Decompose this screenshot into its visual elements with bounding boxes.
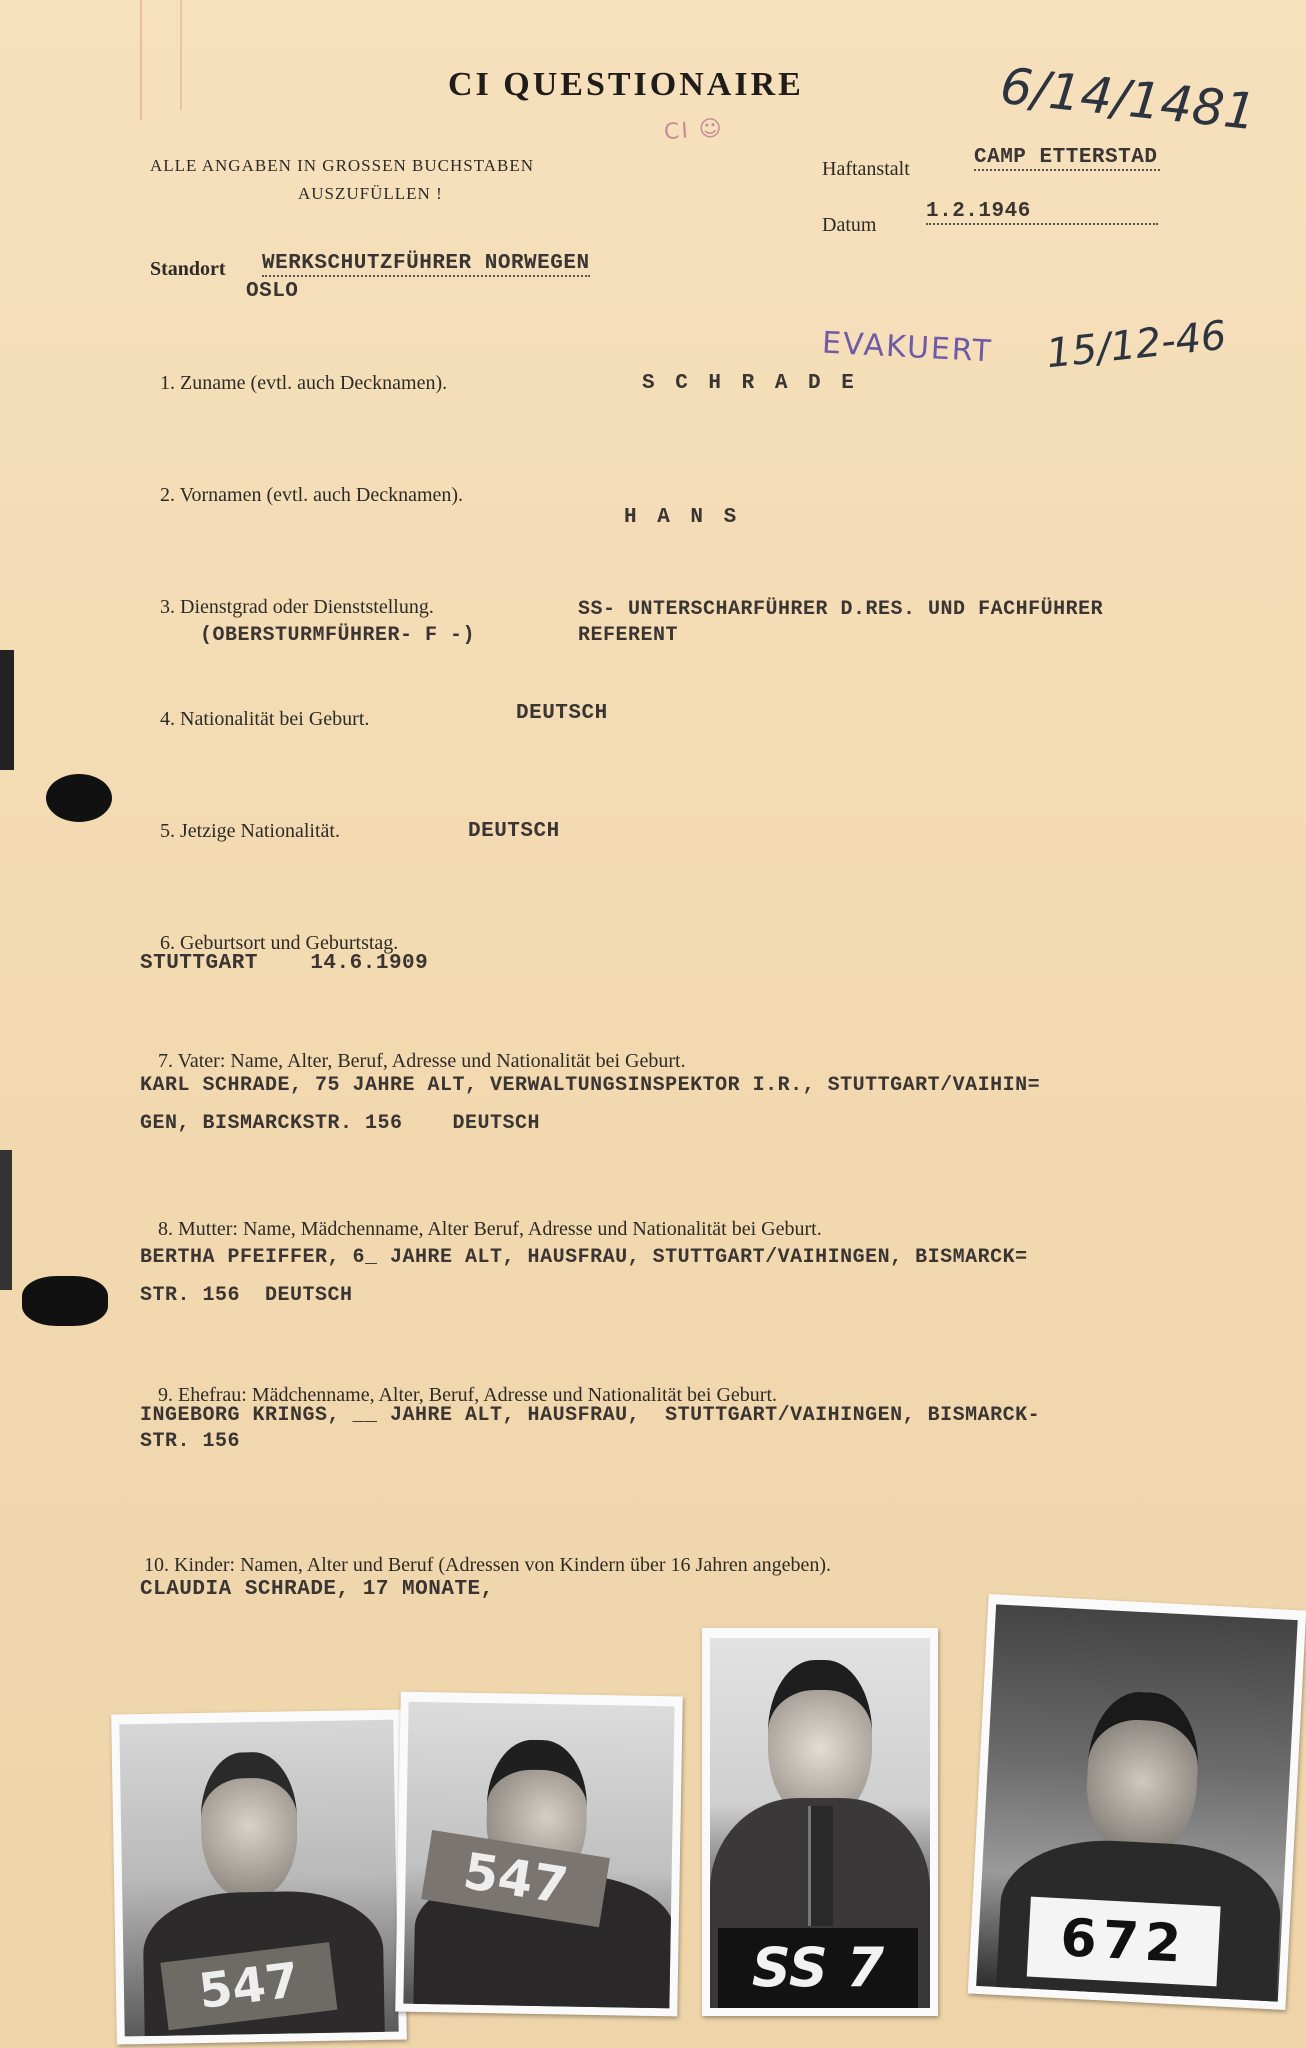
person-head [1083, 1689, 1201, 1859]
id-board: 547 [160, 1942, 337, 2030]
evakuert-date: 15/12-46 [1044, 312, 1229, 378]
field-1-label: 1. Zuname (evtl. auch Decknamen). [160, 372, 448, 394]
id-board: SS 7 [718, 1928, 918, 2008]
field-7-label: 7. Vater: Name, Alter, Beruf, Adresse und Nationalität bei Geburt. [158, 1050, 686, 1072]
binder-edge [0, 1150, 12, 1290]
field-7-value-2: GEN, BISMARCKSTR. 156 DEUTSCH [140, 1112, 541, 1135]
punch-hole [46, 774, 112, 822]
field-3-value-2: REFERENT [578, 624, 679, 647]
field-3-label-2: (OBERSTURMFÜHRER- F -) [200, 624, 476, 647]
field-5-label: 5. Jetzige Nationalität. [160, 820, 340, 842]
field-5-value: DEUTSCH [468, 820, 560, 843]
field-7-value: KARL SCHRADE, 75 JAHRE ALT, VERWALTUNGSINSPEKTOR I.R., STUTTGART/VAIHIN= [140, 1074, 1041, 1097]
field-2-label: 2. Vornamen (evtl. auch Decknamen). [160, 484, 464, 506]
field-9-value: INGEBORG KRINGS, __ JAHRE ALT, HAUSFRAU, STUTTGART/VAIHINGEN, BISMARCK- [140, 1404, 1041, 1427]
mugshot-photo-profile [395, 1692, 683, 2017]
field-8-label: 8. Mutter: Name, Mädchenname, Alter Beruf, Adresse und Nationalität bei Geburt. [158, 1218, 822, 1240]
field-8-value-2: STR. 156 DEUTSCH [140, 1284, 353, 1307]
handwritten-number: 6/14/1481 [997, 56, 1259, 142]
person-head [768, 1660, 872, 1820]
field-10-value: CLAUDIA SCHRADE, 17 MONATE, [140, 1578, 494, 1601]
datum-label: Datum [822, 214, 877, 236]
field-1-value: S C H R A D E [642, 372, 858, 395]
fold-mark [180, 0, 182, 110]
field-9-value-2: STR. 156 [140, 1430, 241, 1453]
necktie [808, 1806, 833, 1926]
standort-value-line2: OSLO [246, 280, 299, 303]
field-4-value: DEUTSCH [516, 702, 608, 725]
fold-mark [140, 0, 142, 120]
field-3-value: SS- UNTERSCHARFÜHRER D.RES. UND FACHFÜHRER [578, 598, 1104, 621]
field-2-value: H A N S [624, 506, 741, 529]
mugshot-photo-outdoor [968, 1594, 1306, 2010]
mugshot-photo-front [111, 1709, 407, 2044]
field-8-value: BERTHA PFEIFFER, 6_ JAHRE ALT, HAUSFRAU, STUTTGART/VAIHINGEN, BISMARCK= [140, 1246, 1028, 1269]
id-board: 672 [1027, 1897, 1221, 1987]
instruction-line-2: AUSZUFÜLLEN ! [298, 184, 443, 203]
portrait-photo [702, 1628, 938, 2016]
binder-edge [0, 650, 14, 770]
standort-label: Standort [150, 258, 226, 280]
page-title: CI QUESTIONAIRE [448, 66, 804, 103]
id-board: 547 [421, 1830, 610, 1927]
datum-value: 1.2.1946 [926, 200, 1158, 225]
field-6-value: STUTTGART 14.6.1909 [140, 952, 429, 975]
field-3-label: 3. Dienstgrad oder Dienststellung. [160, 596, 434, 618]
standort-value-line1: WERKSCHUTZFÜHRER NORWEGEN [262, 252, 590, 275]
field-9-label: 9. Ehefrau: Mädchenname, Alter, Beruf, Adresse und Nationalität bei Geburt. [158, 1384, 778, 1406]
haftanstalt-label: Haftanstalt [822, 158, 910, 180]
evakuert-stamp: EVAKUERT [821, 325, 994, 370]
person-head [200, 1751, 299, 1899]
haftanstalt-value: CAMP ETTERSTAD [974, 146, 1160, 171]
ci-stamp: CI ☺ [663, 115, 725, 146]
punch-hole [22, 1276, 108, 1326]
instruction-line-1: ALLE ANGABEN IN GROSSEN BUCHSTABEN [150, 156, 534, 175]
field-10-label: 10. Kinder: Namen, Alter und Beruf (Adressen von Kindern über 16 Jahren angeben). [144, 1554, 832, 1576]
field-6-label: 6. Geburtsort und Geburtstag. [160, 932, 399, 954]
field-4-label: 4. Nationalität bei Geburt. [160, 708, 370, 730]
